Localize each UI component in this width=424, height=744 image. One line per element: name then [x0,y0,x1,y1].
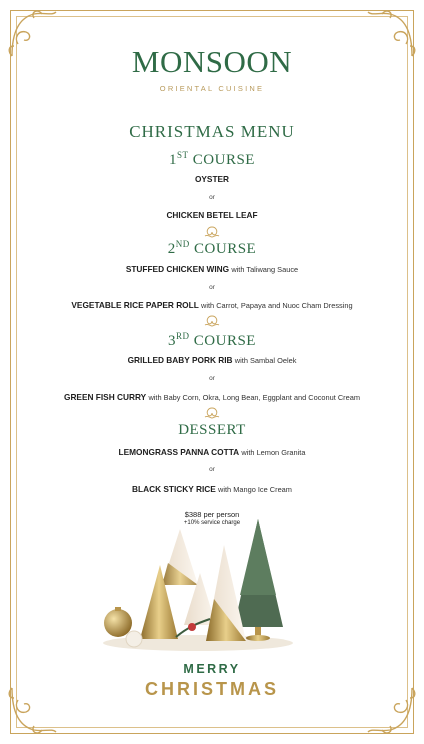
dish-oyster: OYSTER [194,174,230,184]
dish-black-sticky-rice: BLACK STICKY RICE with Mango Ice Cream [132,484,292,494]
dish-green-fish-curry: GREEN FISH CURRY with Baby Corn, Okra, Long Bean, Eggplant and Coconut Cream [63,392,361,402]
brand-tagline: ORIENTAL CUISINE [159,84,265,93]
christmas-decor-illustration [98,515,298,655]
service-charge: +10% service charge [183,520,241,526]
or-separator: or [209,194,215,201]
brand-name: MONSOON [131,44,293,79]
dish-chicken-betel-leaf: CHICKEN BETEL LEAF [166,210,258,220]
ornament-divider-icon [202,315,222,327]
menu-title: CHRISTMAS MENU [129,122,295,141]
or-separator: or [209,375,215,382]
greeting-merry: MERRY [183,662,241,676]
ornament-divider-icon [202,407,222,419]
course-heading-3: 3RD COURSE [168,331,256,349]
greeting-christmas: CHRISTMAS [145,679,279,699]
course-heading-2: 2ND COURSE [167,239,257,257]
ornament-divider-icon [202,226,222,238]
or-separator: or [209,466,215,473]
or-separator: or [209,284,215,291]
course-heading-dessert: DESSERT [178,422,246,438]
dish-lemongrass-panna-cotta: LEMONGRASS PANNA COTTA with Lemon Granita [118,447,306,457]
price-amount: $388 per person [184,510,240,519]
dish-stuffed-chicken-wing: STUFFED CHICKEN WING with Taliwang Sauce [125,264,299,274]
dish-vegetable-rice-paper-roll: VEGETABLE RICE PAPER ROLL with Carrot, Papaya and Nuoc Cham Dressing [71,300,353,310]
course-heading-1: 1ST COURSE [169,150,255,168]
dish-grilled-baby-pork-rib: GRILLED BABY PORK RIB with Sambal Oelek [127,355,297,365]
